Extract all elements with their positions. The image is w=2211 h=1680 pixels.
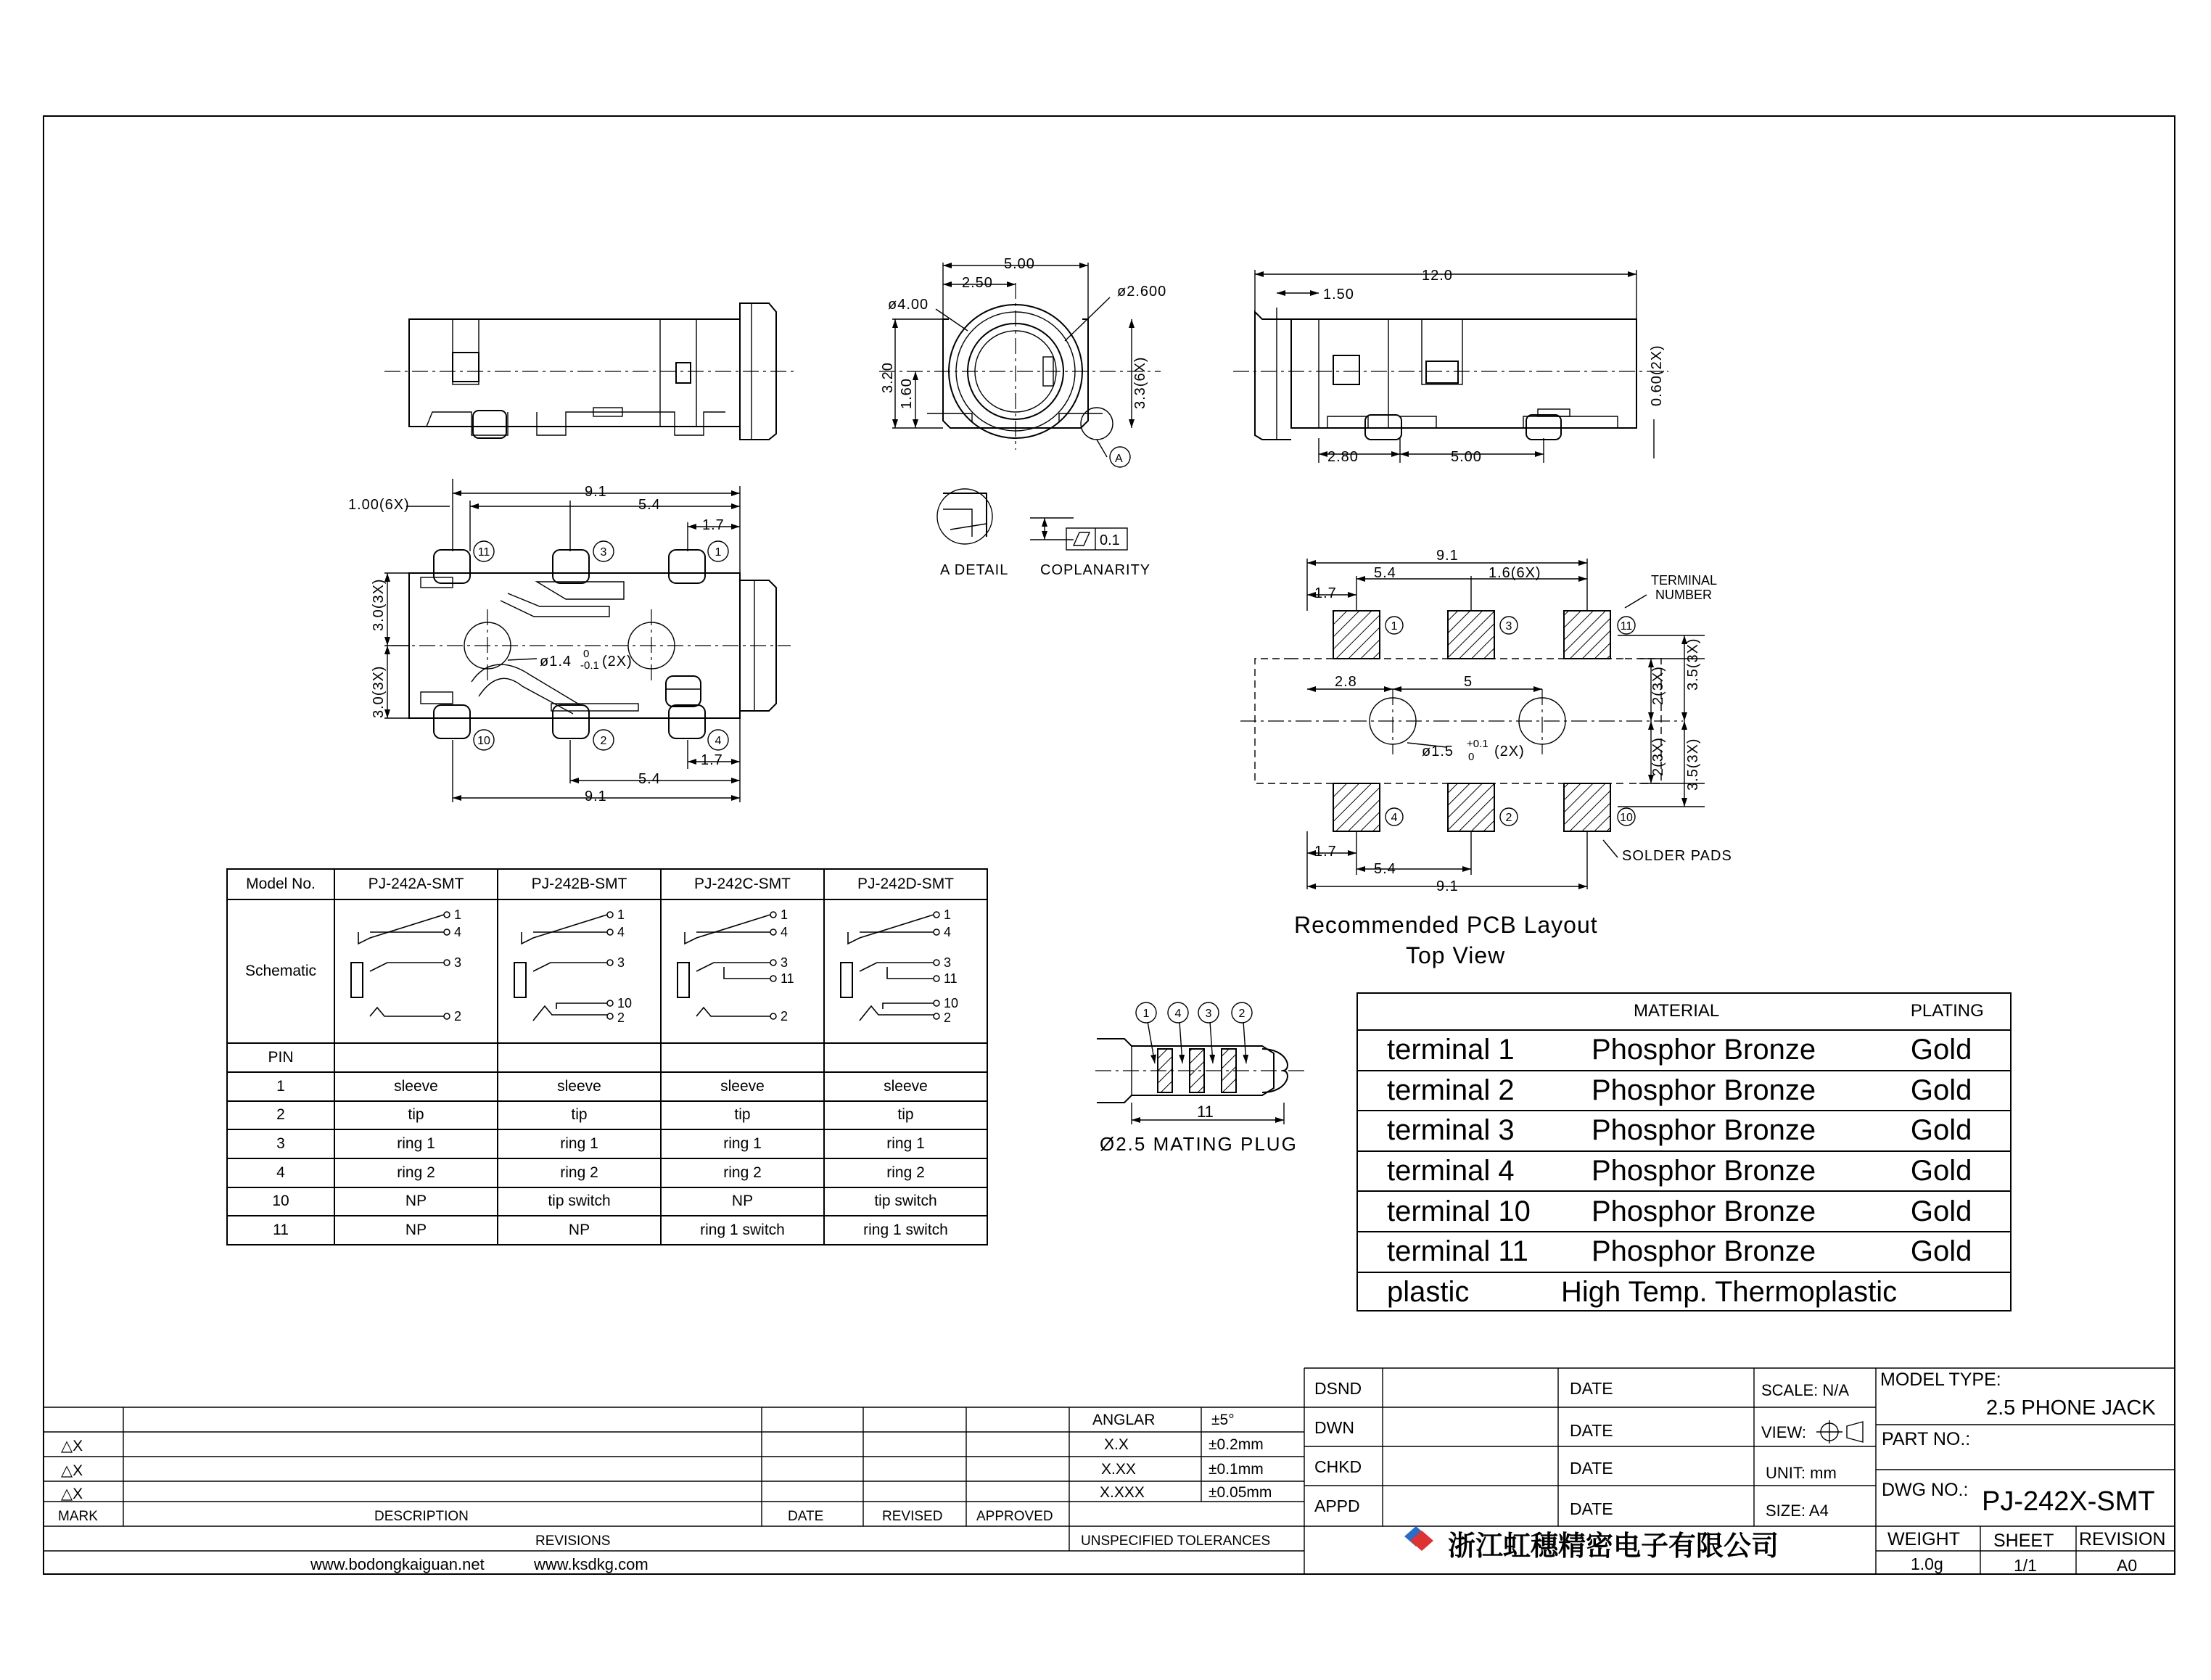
sign-date-4: DATE [1570, 1499, 1613, 1518]
rev-description-header: DESCRIPTION [374, 1509, 469, 1524]
schematic-a-pin-3: 3 [453, 955, 461, 970]
website-2: www.ksdkg.com [534, 1555, 649, 1573]
dim-front-width: 5.00 [1004, 256, 1035, 272]
revision-value: A0 [2117, 1556, 2138, 1575]
dim-pad-thickness: 0.60(2X) [1649, 345, 1665, 406]
model-d-header: PJ-242D-SMT [824, 869, 987, 899]
revision-label: REVISION [2079, 1529, 2166, 1549]
dim-peg-tol-lower: -0.1 [580, 659, 599, 672]
rev-approved-header: APPROVED [976, 1509, 1053, 1524]
schematic-c-pin-3: 3 [780, 955, 788, 970]
schematic-c [661, 899, 824, 1043]
sign-dsnd: DSND [1314, 1379, 1362, 1398]
dim-peg-tol-upper: 0 [583, 648, 590, 660]
schematic-b-pin-1: 1 [617, 907, 625, 922]
dim-top-length-b: 9.1 [585, 788, 607, 804]
pcb-offset-b: 1.7 [1314, 844, 1337, 860]
solder-pad [1448, 611, 1494, 659]
schematic-c-pin-1: 1 [780, 907, 788, 922]
pcb-hole-count: (2X) [1494, 744, 1525, 759]
schematic-b-drawing [500, 900, 659, 1038]
pcb-pad-1: 1 [1391, 620, 1398, 633]
pcb-hole-tol-upper: +0.1 [1467, 738, 1489, 750]
dim-peg-count: (2X) [602, 654, 633, 670]
table-row: 11 NP NP ring 1 switch ring 1 switch [227, 1216, 987, 1245]
scale-label: SCALE: N/A [1761, 1381, 1850, 1399]
schematic-label: Schematic [227, 899, 334, 1043]
coplanarity-label: COPLANARITY [1040, 562, 1151, 578]
plastic-label: plastic [1356, 1272, 1561, 1312]
tol-angular-label: ANGLAR [1092, 1412, 1156, 1428]
pcb-hole-offset: 2.8 [1335, 674, 1357, 690]
schematic-d-pin-10: 10 [943, 996, 958, 1010]
top-pin-11: 11 [477, 546, 490, 559]
pcb-pitch: 5.4 [1374, 565, 1396, 581]
rev-mark-1: △X [61, 1438, 83, 1454]
table-row: 1 sleeve sleeve sleeve sleeve [227, 1072, 987, 1101]
pcb-title-line1: Recommended PCB Layout [1294, 912, 1598, 938]
coplanarity-value: 0.1 [1100, 532, 1120, 548]
terminal-number-label-1: TERMINAL [1651, 573, 1718, 588]
tol-xx-value: ±0.1mm [1209, 1461, 1264, 1478]
rev-revised-header: REVISED [882, 1509, 943, 1524]
schematic-a-pin-1: 1 [453, 907, 461, 922]
rev-mark-3: △X [61, 1486, 83, 1502]
table-row: terminal 3 Phosphor Bronze Gold [1356, 1111, 2012, 1151]
view-label: VIEW: [1761, 1423, 1806, 1441]
top-pin-3: 3 [600, 546, 607, 559]
pcb-row-b-top: 3.5(3X) [1685, 638, 1701, 691]
plating-header: PLATING [1910, 1000, 1984, 1021]
sign-chkd: CHKD [1314, 1457, 1362, 1476]
dim-peg-dia: ø1.4 [540, 654, 572, 670]
plug-contact-4: 4 [1174, 1008, 1182, 1020]
dim-pad-spacing: 5.00 [1451, 449, 1482, 465]
material-table [1356, 992, 2012, 1312]
pin-table [226, 868, 988, 1245]
dim-top-end-offset-b: 1.7 [701, 752, 723, 768]
table-row: terminal 10 Phosphor Bronze Gold [1356, 1191, 2012, 1232]
table-row: terminal 4 Phosphor Bronze Gold [1356, 1151, 2012, 1192]
dim-top-row-pitch-a: 3.0(3X) [371, 578, 387, 631]
solder-pad [1333, 783, 1380, 831]
plastic-material: High Temp. Thermoplastic [1561, 1272, 2012, 1312]
size-label: SIZE: A4 [1766, 1502, 1829, 1520]
material-header: MATERIAL [1634, 1000, 1720, 1021]
schematic-a [334, 899, 498, 1043]
a-detail-label: A DETAIL [940, 562, 1009, 578]
dim-top-end-offset: 1.7 [702, 517, 725, 533]
unit-label: UNIT: mm [1766, 1464, 1837, 1482]
schematic-d-pin-3: 3 [943, 955, 951, 970]
plug-contact-2: 2 [1238, 1008, 1246, 1020]
schematic-c-pin-11: 11 [780, 971, 794, 986]
pcb-pad-width: 1.6(6X) [1489, 565, 1541, 581]
pin-label: PIN [227, 1043, 334, 1072]
part-no-label: PART NO.: [1882, 1429, 1971, 1449]
bottom-pin-10: 10 [477, 735, 490, 747]
schematic-c-pin-2: 2 [780, 1009, 788, 1024]
weight-label: WEIGHT [1887, 1529, 1960, 1549]
dim-front-height: 3.20 [880, 362, 896, 393]
plug-label: Ø2.5 MATING PLUG [1100, 1133, 1298, 1155]
pcb-pitch-b: 5.4 [1374, 861, 1396, 877]
model-a-header: PJ-242A-SMT [334, 869, 498, 899]
datum-a-label: A [1115, 453, 1123, 465]
company-name: 浙江虹穗精密电子有限公司 [1448, 1531, 1779, 1562]
dwg-no-value: PJ-242X-SMT [1982, 1486, 2155, 1517]
dim-top-length: 9.1 [585, 484, 607, 500]
table-row: 3 ring 1 ring 1 ring 1 ring 1 [227, 1129, 987, 1158]
table-row: 4 ring 2 ring 2 ring 2 ring 2 [227, 1158, 987, 1187]
pcb-length: 9.1 [1436, 548, 1459, 564]
schematic-b-pin-4: 4 [617, 925, 625, 939]
company-logo [1404, 1526, 1433, 1551]
solder-pads-label: SOLDER PADS [1622, 848, 1732, 864]
dim-overall-length: 12.0 [1422, 268, 1453, 284]
solder-pad [1448, 783, 1494, 831]
schematic-c-drawing [663, 900, 823, 1038]
weight-value: 1.0g [1911, 1555, 1943, 1573]
tol-xxx-value: ±0.05mm [1209, 1484, 1272, 1501]
sheet-border [44, 116, 2175, 1574]
pcb-hole-dia: ø1.5 [1422, 744, 1454, 759]
pcb-pad-2: 2 [1505, 812, 1512, 824]
table-row: terminal 11 Phosphor Bronze Gold [1356, 1232, 2012, 1272]
solder-pad [1333, 611, 1380, 659]
table-row [1356, 1272, 2012, 1312]
top-pin-1: 1 [715, 546, 722, 559]
rev-mark-header: MARK [58, 1509, 98, 1524]
table-row: terminal 2 Phosphor Bronze Gold [1356, 1071, 2012, 1111]
side-view-right [1233, 270, 1668, 463]
sign-date-2: DATE [1570, 1421, 1613, 1440]
bottom-pin-4: 4 [715, 735, 722, 747]
dim-front-offset: 1.50 [1323, 287, 1354, 302]
dim-top-row-pitch-b: 3.0(3X) [371, 665, 387, 718]
schematic-b-pin-3: 3 [617, 955, 625, 970]
tol-angular-value: ±5° [1211, 1412, 1235, 1428]
title-block-text [58, 1370, 2165, 1575]
pcb-title-line2: Top View [1406, 942, 1506, 968]
dim-front-half-width: 2.50 [962, 275, 993, 291]
sheet-label: SHEET [1993, 1531, 2054, 1551]
schematic-d [824, 899, 987, 1043]
pcb-length-b: 9.1 [1436, 878, 1459, 894]
solder-pad [1564, 783, 1610, 831]
schematic-d-pin-1: 1 [943, 907, 951, 922]
pcb-offset: 1.7 [1314, 585, 1337, 601]
rev-date-header: DATE [788, 1509, 824, 1524]
dim-top-pitch: 5.4 [638, 497, 661, 513]
schematic-a-drawing [337, 900, 496, 1038]
pcb-pad-10: 10 [1620, 812, 1633, 824]
tol-xx-label: X.XX [1101, 1461, 1136, 1478]
sign-date-1: DATE [1570, 1379, 1613, 1398]
dim-top-pad-width: 1.00(6X) [348, 497, 410, 513]
pcb-pad-11: 11 [1620, 620, 1633, 633]
schematic-b [498, 899, 661, 1043]
schematic-d-drawing [826, 900, 986, 1038]
website-1: www.bodongkaiguan.net [310, 1555, 485, 1573]
dim-hole-dia: ø2.600 [1117, 284, 1167, 300]
schematic-d-pin-2: 2 [943, 1010, 951, 1025]
schematic-d-pin-11: 11 [943, 971, 958, 986]
pcb-row-a-bottom: 2(3X) [1650, 737, 1666, 776]
plug-length: 11 [1197, 1103, 1214, 1121]
tol-caption: UNSPECIFIED TOLERANCES [1081, 1533, 1271, 1549]
table-row: 2 tip tip tip tip [227, 1101, 987, 1130]
model-no-header: Model No. [227, 869, 334, 899]
model-type-label: MODEL TYPE: [1880, 1370, 2001, 1390]
model-c-header: PJ-242C-SMT [661, 869, 824, 899]
pcb-row-a-top: 2(3X) [1650, 666, 1666, 705]
plug-contact-3: 3 [1205, 1008, 1212, 1020]
pcb-pad-4: 4 [1391, 812, 1398, 824]
schematic-b-pin-10: 10 [617, 996, 632, 1010]
dim-pad-height: 3.3(6X) [1132, 356, 1148, 409]
top-view [384, 479, 791, 802]
model-b-header: PJ-242B-SMT [498, 869, 661, 899]
side-view-left [384, 303, 798, 440]
pcb-hole-tol-lower: 0 [1468, 751, 1475, 763]
schematic-b-pin-2: 2 [617, 1010, 625, 1025]
schematic-c-pin-4: 4 [780, 925, 788, 939]
dim-top-pitch-b: 5.4 [638, 771, 661, 787]
terminal-number-label-2: NUMBER [1655, 588, 1713, 602]
tol-xxx-label: X.XXX [1100, 1484, 1145, 1501]
sheet-value: 1/1 [2014, 1556, 2037, 1575]
sign-dwn: DWN [1314, 1418, 1354, 1437]
table-row: terminal 1 Phosphor Bronze Gold [1356, 1030, 2012, 1071]
bottom-pin-2: 2 [600, 735, 607, 747]
sign-date-3: DATE [1570, 1459, 1613, 1478]
schematic-d-pin-4: 4 [943, 925, 951, 939]
schematic-a-pin-2: 2 [453, 1009, 461, 1024]
solder-pad [1564, 611, 1610, 659]
dim-bore-dia: ø4.00 [888, 297, 929, 313]
pcb-pad-3: 3 [1505, 620, 1512, 633]
table-row: 10 NP tip switch NP tip switch [227, 1187, 987, 1216]
pcb-row-b-bottom: 3.5(3X) [1685, 738, 1701, 791]
tol-x-value: ±0.2mm [1209, 1436, 1264, 1453]
tol-x-label: X.X [1104, 1436, 1129, 1453]
a-detail [937, 489, 1127, 550]
rev-mark-2: △X [61, 1462, 83, 1479]
pcb-hole-spacing: 5 [1464, 674, 1473, 690]
dim-center-height: 1.60 [899, 378, 915, 409]
dwg-no-label: DWG NO.: [1882, 1480, 1969, 1500]
model-type-value: 2.5 PHONE JACK [1986, 1396, 2156, 1420]
rev-caption: REVISIONS [535, 1533, 611, 1549]
plug-contact-1: 1 [1142, 1008, 1150, 1020]
dim-pad-offset: 2.80 [1327, 449, 1359, 465]
sign-appd: APPD [1314, 1496, 1360, 1515]
schematic-a-pin-4: 4 [453, 925, 461, 939]
pcb-layout [1240, 559, 1705, 889]
